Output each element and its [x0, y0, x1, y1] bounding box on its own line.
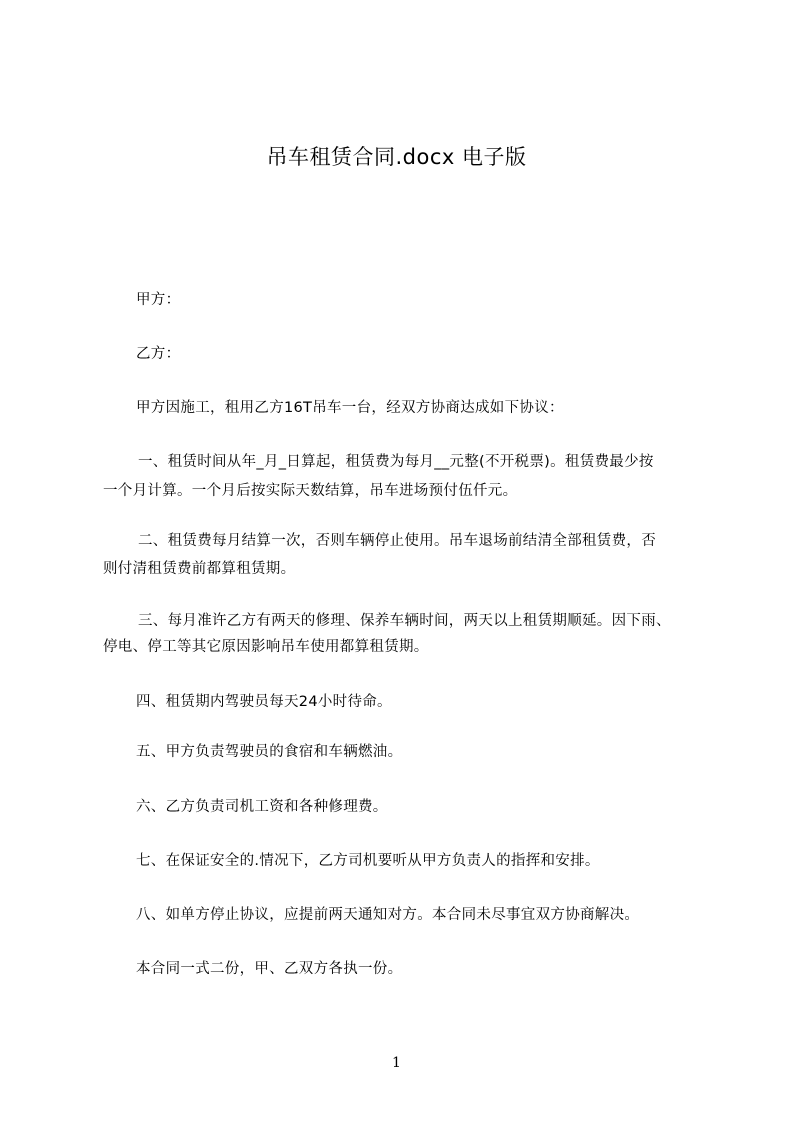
- clause-6: 六、乙方负责司机工资和各种修理费。: [136, 799, 388, 815]
- intro-paragraph: 甲方因施工，租用乙方16T吊车一台，经双方协商达成如下协议：: [136, 400, 564, 416]
- clause-8: 八、如单方停止协议，应提前两天通知对方。本合同未尽事宜双方协商解决。: [136, 907, 640, 923]
- clause-7: 七、在保证安全的.情况下，乙方司机要听从甲方负责人的指挥和安排。: [136, 853, 600, 869]
- document-title: 吊车租赁合同.docx 电子版: [266, 145, 527, 169]
- clause-1-line1: 一、租赁时间从年_月_日算起，租赁费为每月__元整(不开税票)。租赁费最少按: [138, 454, 654, 470]
- clause-2-line1: 二、租赁费每月结算一次，否则车辆停止使用。吊车退场前结清全部租赁费，否: [138, 533, 656, 549]
- clause-4: 四、租赁期内驾驶员每天24小时待命。: [136, 694, 392, 710]
- clause-3-line1: 三、每月准许乙方有两天的修理、保养车辆时间，两天以上租赁期顺延。因下雨、: [138, 613, 671, 629]
- closing-paragraph: 本合同一式二份，甲、乙双方各执一份。: [136, 961, 403, 977]
- party-a-label: 甲方：: [136, 292, 181, 308]
- clause-3-line2: 停电、停工等其它原因影响吊车使用都算租赁期。: [103, 639, 429, 655]
- clause-2-line2: 则付清租赁费前都算租赁期。: [103, 561, 296, 577]
- party-b-label: 乙方：: [136, 346, 181, 362]
- page-number: 1: [392, 1055, 401, 1071]
- clause-5: 五、甲方负责驾驶员的食宿和车辆燃油。: [136, 744, 403, 760]
- clause-1-line2: 一个月计算。一个月后按实际天数结算，吊车进场预付伍仟元。: [103, 483, 518, 499]
